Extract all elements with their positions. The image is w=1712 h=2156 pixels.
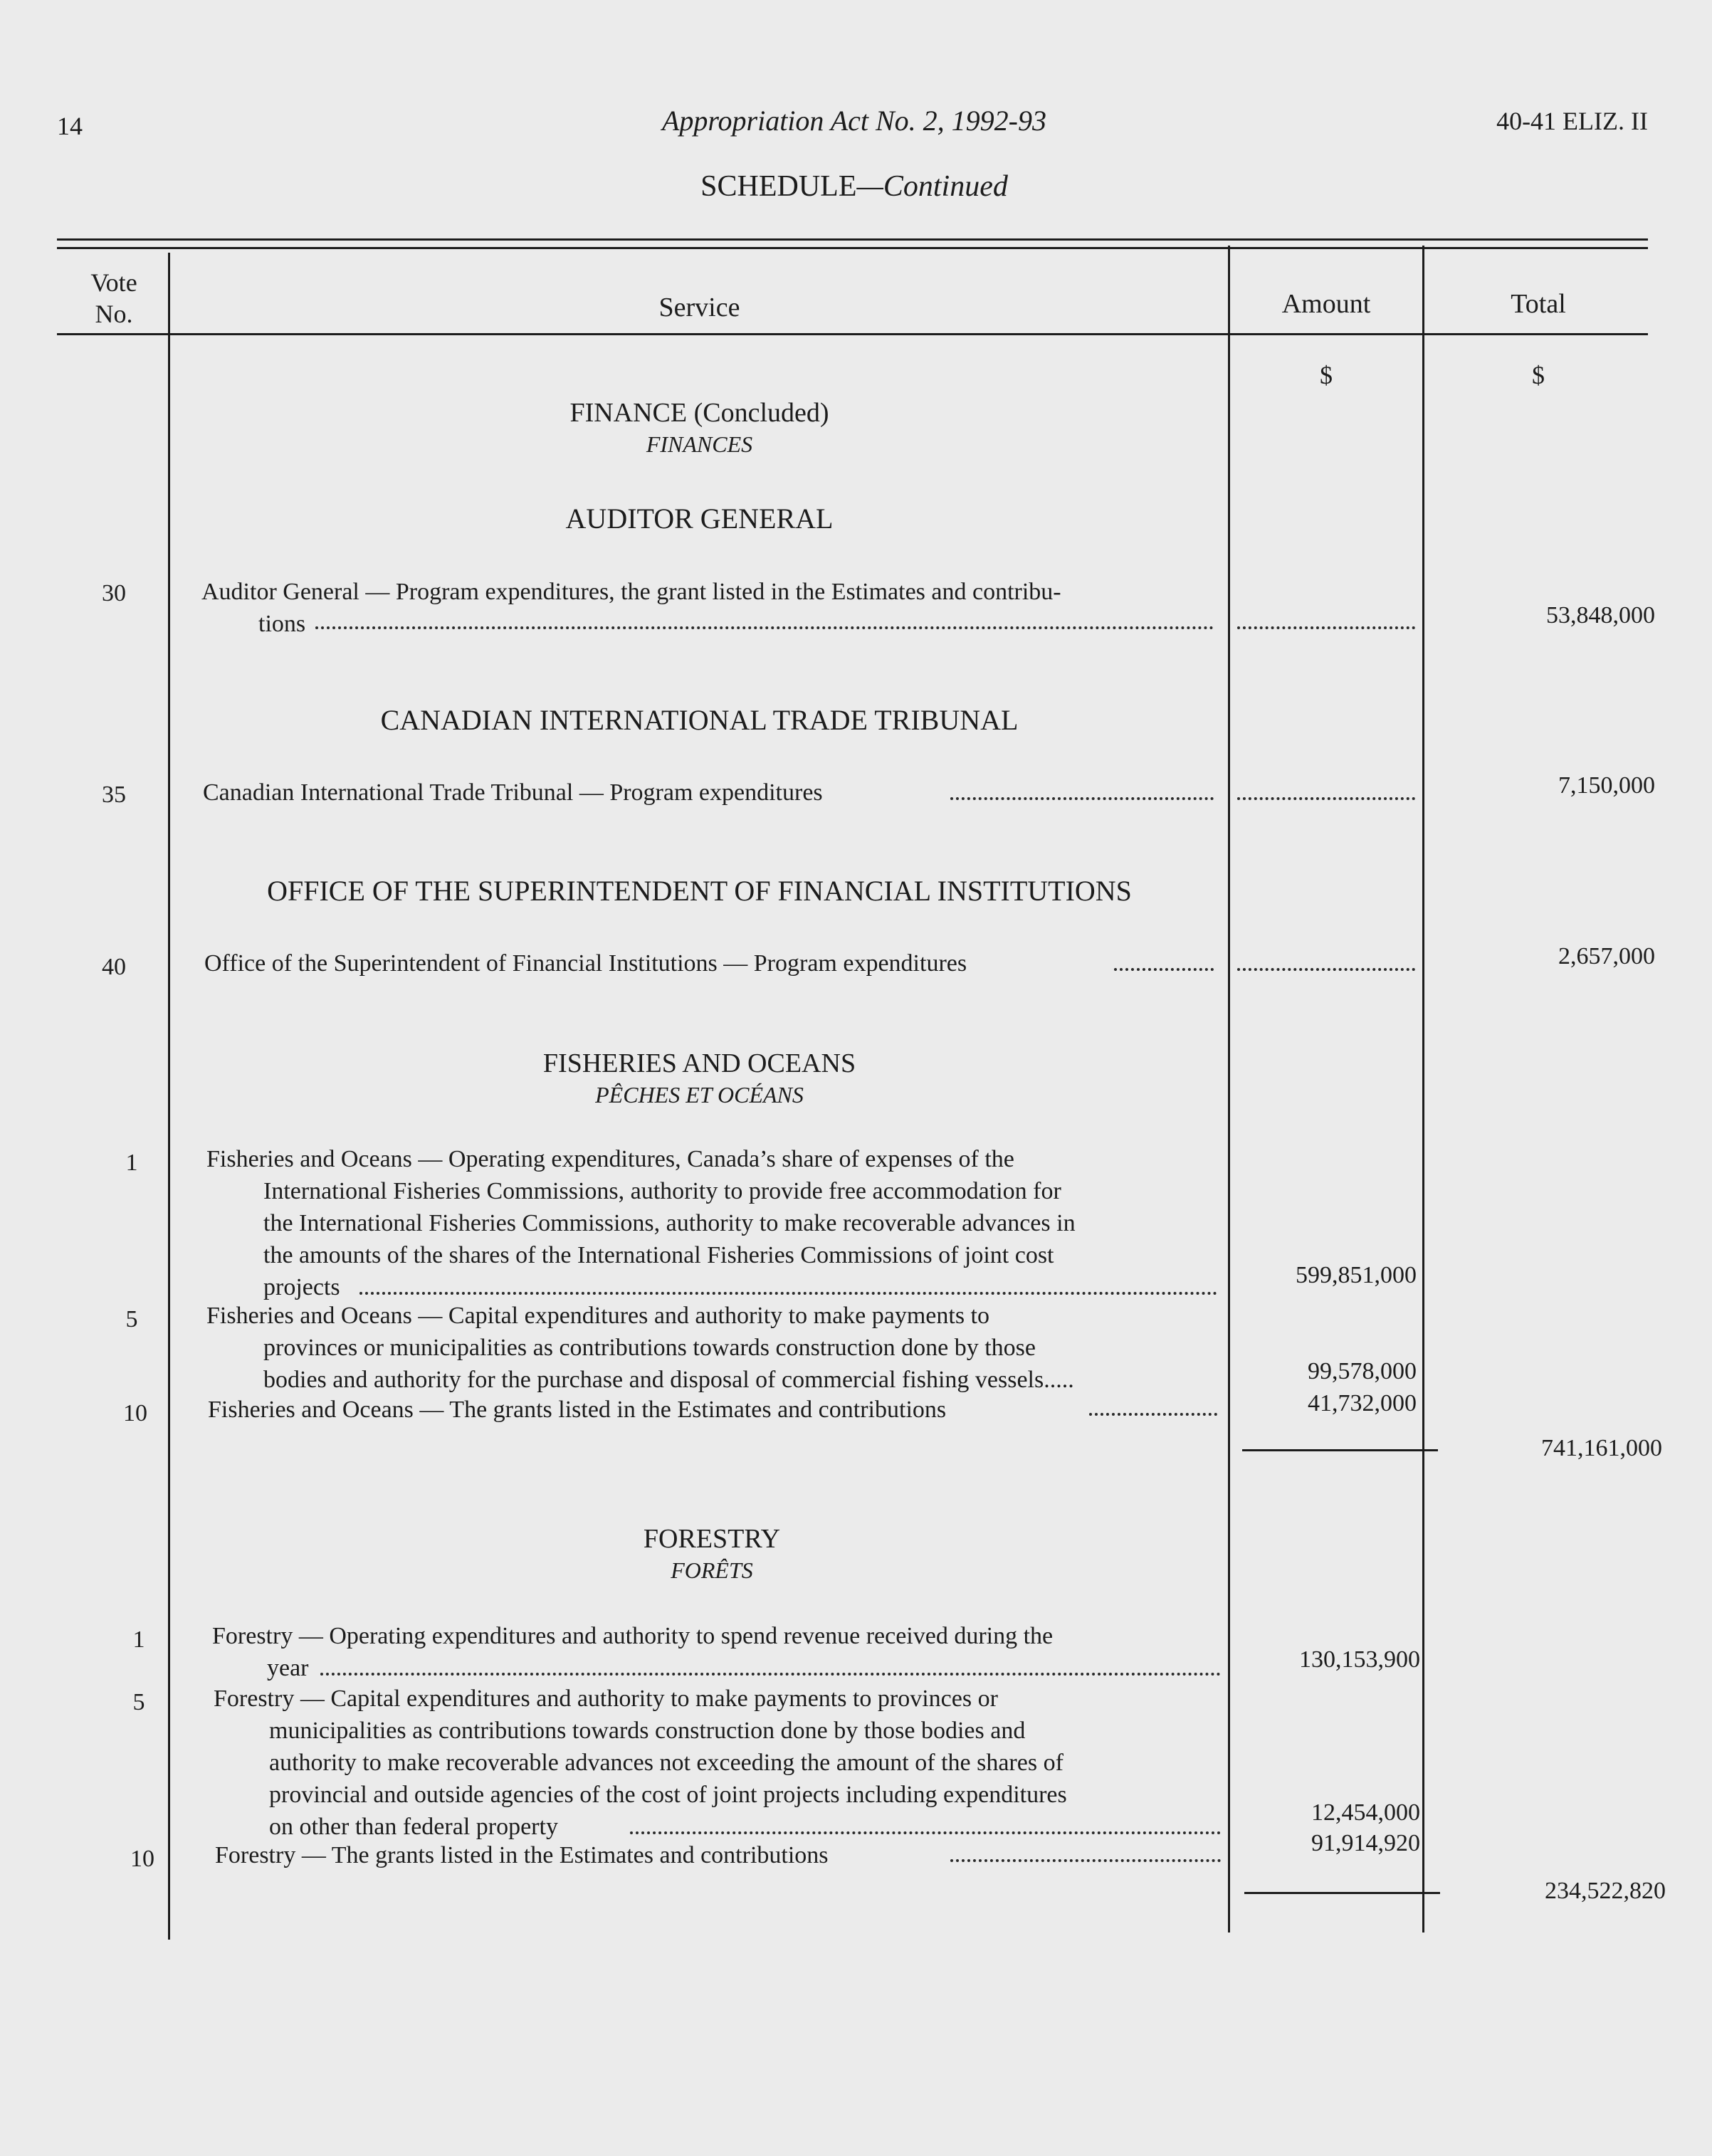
leader-dots <box>1089 1413 1217 1416</box>
section-total: 234,522,820 <box>1545 1878 1666 1904</box>
schedule-continued: —Continued <box>856 170 1008 203</box>
department-subtitle: FORÊTS <box>671 1557 753 1583</box>
section-heading: CANADIAN INTERNATIONAL TRADE TRIBUNAL <box>380 704 1019 736</box>
leader-dots <box>315 626 1214 629</box>
vote-description-cont: provincial and outside agencies of the cost of joint projects including expenditures <box>269 1782 1067 1808</box>
vote-description: Forestry — Capital expenditures and authority to make payments to provinces or <box>214 1686 998 1712</box>
section-heading: OFFICE OF THE SUPERINTENDENT OF FINANCIAL INSTITUTIONS <box>267 875 1132 907</box>
leader-dots <box>1114 968 1214 971</box>
vote-description-cont: authority to make recoverable advances not exceeding the amount of the shares of <box>269 1750 1064 1776</box>
schedule-heading <box>498 171 1210 202</box>
leader-dots <box>1237 797 1415 800</box>
col-header-vote: Vote No. <box>90 268 137 328</box>
section-total: 53,848,000 <box>1546 602 1655 629</box>
vote-description-cont: International Fisheries Commissions, authority to provide free accommodation for <box>263 1178 1061 1204</box>
vote-description-cont: provinces or municipalities as contributions towards construction done by those <box>263 1335 1036 1361</box>
amount-unit: $ <box>1320 361 1333 389</box>
vote-description: Canadian International Trade Tribunal — Program expenditures <box>203 779 823 806</box>
vote-number: 30 <box>102 580 126 606</box>
subtotal-rule <box>1242 1449 1438 1451</box>
vote-description-cont: on other than federal property <box>269 1814 558 1840</box>
regnal-year: 40-41 ELIZ. II <box>1496 107 1648 135</box>
leader-dots <box>1237 968 1415 971</box>
amount-column-rule-right <box>1422 246 1424 1932</box>
vote-description-cont: municipalities as contributions towards construction done by those bodies and <box>269 1718 1026 1744</box>
section-heading: AUDITOR GENERAL <box>565 503 834 535</box>
leader-dots <box>359 1292 1217 1295</box>
vote-amount: 41,732,000 <box>1308 1390 1417 1416</box>
vote-description: Office of the Superintendent of Financial Institutions — Program expenditures <box>204 950 967 977</box>
vote-description: Fisheries and Oceans — Capital expenditures and authority to make payments to <box>206 1303 990 1329</box>
vote-description: Fisheries and Oceans — The grants listed in the Estimates and contributions <box>208 1397 947 1423</box>
section-total: 7,150,000 <box>1558 772 1655 799</box>
vote-amount: 91,914,920 <box>1311 1830 1420 1856</box>
section-total: 2,657,000 <box>1558 943 1655 969</box>
total-unit: $ <box>1532 361 1545 389</box>
vote-number: 5 <box>125 1306 138 1332</box>
vote-amount: 599,851,000 <box>1296 1262 1417 1288</box>
vote-description: Forestry — The grants listed in the Estimates and contributions <box>215 1842 829 1868</box>
schedule-label: SCHEDULE <box>700 170 857 203</box>
department-subtitle: PÊCHES ET OCÉANS <box>595 1082 804 1108</box>
vote-amount: 99,578,000 <box>1308 1358 1417 1384</box>
col-header-service: Service <box>658 293 740 322</box>
vote-amount: 12,454,000 <box>1311 1799 1420 1826</box>
vote-description-cont: the amounts of the shares of the International Fisheries Commissions of joint cost <box>263 1242 1054 1268</box>
vote-description-cont: year <box>267 1655 309 1681</box>
vote-description-cont: tions <box>258 611 306 637</box>
vote-description-cont: the International Fisheries Commissions, authority to make recoverable advances in <box>263 1210 1076 1236</box>
department-title: FORESTRY <box>643 1524 781 1554</box>
col-header-total: Total <box>1511 289 1566 319</box>
vote-description-cont: bodies and authority for the purchase and disposal of commercial fishing vessels..... <box>263 1367 1074 1393</box>
leader-dots <box>320 1673 1221 1676</box>
vote-number: 10 <box>130 1846 154 1872</box>
header-bottom-rule <box>57 333 1648 335</box>
vote-number: 1 <box>125 1150 138 1176</box>
amount-column-rule-left <box>1228 246 1230 1932</box>
page-number: 14 <box>57 112 83 140</box>
vote-number: 35 <box>102 782 126 808</box>
department-title: FINANCE (Concluded) <box>569 398 829 428</box>
vote-number: 5 <box>132 1689 145 1715</box>
section-total: 741,161,000 <box>1541 1435 1662 1461</box>
leader-dots <box>1237 626 1415 629</box>
vote-number: 40 <box>102 954 126 980</box>
vote-number: 10 <box>123 1400 147 1426</box>
vote-description: Auditor General — Program expenditures, the grant listed in the Estimates and contribu- <box>201 579 1061 605</box>
leader-dots <box>950 797 1214 800</box>
table-top-rule-2 <box>57 247 1648 249</box>
department-subtitle: FINANCES <box>646 431 753 457</box>
leader-dots <box>950 1859 1221 1862</box>
vote-description: Fisheries and Oceans — Operating expenditures, Canada’s share of expenses of the <box>206 1146 1014 1172</box>
department-title: FISHERIES AND OCEANS <box>542 1048 856 1078</box>
table-top-rule <box>57 238 1648 241</box>
col-header-amount: Amount <box>1281 289 1371 319</box>
vote-amount: 130,153,900 <box>1299 1646 1420 1673</box>
vote-description: Forestry — Operating expenditures and authority to spend revenue received during the <box>212 1623 1054 1649</box>
leader-dots <box>630 1831 1221 1834</box>
running-title: Appropriation Act No. 2, 1992-93 <box>662 105 1046 137</box>
vote-description-cont: projects <box>263 1274 340 1300</box>
vote-number: 1 <box>132 1626 145 1653</box>
subtotal-rule <box>1244 1892 1440 1894</box>
